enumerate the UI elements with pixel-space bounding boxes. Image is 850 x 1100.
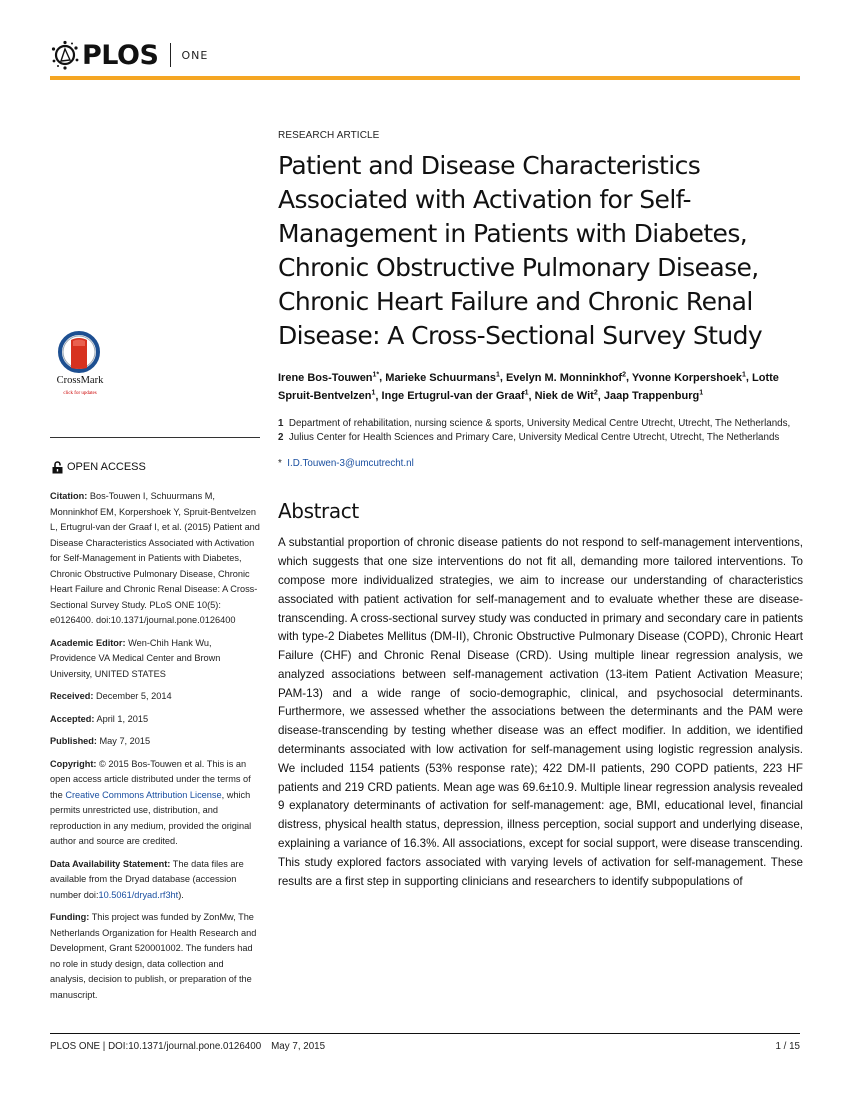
sidebar-divider	[50, 437, 260, 438]
author: Irene Bos-Touwen$^{1*}$	[278, 371, 380, 384]
affiliations	[278, 417, 800, 445]
abstract-heading: Abstract	[278, 499, 359, 524]
footer-divider	[50, 1033, 800, 1034]
author: Inge Ertugrul-van der Graaf$^1$	[381, 389, 529, 403]
author: Yvonne Korpershoek$^1$	[631, 371, 746, 384]
funding: Funding: This project was funded by ZonMw, The Netherlands Organization for Health Research and Development, Grant 520001002. The funders had no role in study design, data collection and analysis, decision to publish, or preparation of the manuscript.	[50, 912, 257, 1000]
affiliation-number: 2	[278, 432, 284, 444]
article-title: Patient and Disease Characteristics Associated with Activation for Self-Management in Patients with Diabetes, Chronic Obstructive Pulmonary Disease, Chronic Heart Failure and Chronic Renal Disease: A Cross-Sectional Survey Study	[278, 151, 763, 350]
footer-citation	[50, 1041, 325, 1052]
logo-divider	[170, 43, 171, 67]
author-affiliation-marker: 1	[495, 371, 500, 378]
received-date: Received: December 5, 2014	[50, 691, 172, 701]
copyright: Copyright: © 2015 Bos-Touwen et al. This is an open access article distributed under the terms of the Creative Commons Attribution License, which permits unrestricted use, distribution, and reproduction in any medium, provided the original author and source are credited.	[50, 758, 252, 846]
abstract-text: A substantial proportion of chronic disease patients do not respond to self-management interventions, which suggests that one size interventions do not fit all, demanding more tailored interventions. To compose more individualized strategies, we aim to increase our understanding of characteristics associated with patient activation for self-management and to evaluate whether these are disease-transcending. A cross-sectional survey study was conducted in primary and secondary care in patients with type-2 Diabetes Mellitus (DM-II), Chronic Obstructive Pulmonary Disease (COPD), Chronic Heart Failure (CHF) and Chronic Renal Disease (CRD). Using multiple linear regression analysis, we analyzed associations between self-management activation (13-item Patient Activation Measure; PAM-13) and a wide range of socio-demographic, clinical, and psychosocial determinants. Furthermore, we assessed whether the associations between the determinants and the PAM were disease-transcending by testing whether disease was an effect modifier. In addition, we identified determinants associated with low activation for self-management using logistic regression analysis. We included 1154 patients (53% response rate); 422 DM-II patients, 290 COPD patients, 223 HF patients and 219 CRD patients. Mean age was 69.6±10.9. Multiple linear regression analysis revealed 9 explanatory determinants of activation for self-management: age, BMI, educational level, financial distress, physical health status, depression, illness perception, social support and underlying disease, explaining a variance of 16.3%. All associations, except for social support, were disease transcending. This study explored factors associated with varying levels of activation for self-management. These results are a first step in supporting clinicians and researchers to identify subpopulations of	[278, 536, 803, 888]
author-affiliation-marker: 1	[741, 371, 746, 378]
footer-date: May 7, 2015	[271, 1041, 326, 1052]
affiliation-text: Department of rehabilitation, nursing science & sports, University Medical Centre Utrecht, Utrecht, The Netherlands,	[283, 418, 791, 430]
open-access-label: OPEN ACCESS	[67, 461, 146, 473]
academic-editor: Academic Editor: Wen-Chih Hank Wu, Providence VA Medical Center and Brown University, UNITED STATES	[50, 637, 221, 679]
author-affiliation-marker: 1	[524, 389, 529, 397]
author: Lotte Spruit-Bentvelzen$^1$	[278, 371, 779, 403]
accepted-date: Accepted: April 1, 2015	[50, 713, 149, 724]
open-lock-icon	[52, 461, 63, 474]
author-list: Irene Bos-Touwen$^{1*}$, Marieke Schuurmans$^1$, Evelyn M. Monninkhof$^2$, Yvonne Korpershoek$^1$, Lotte Spruit-Bentvelzen$^1$, Inge Ertugrul-van der Graaf$^1$, Niek de Wit$^2$, Jaap Trappenburg$^1$	[278, 371, 779, 403]
logo-journal: ONE	[181, 48, 209, 62]
corresponding-marker: *	[278, 458, 282, 470]
author-affiliation-marker: 1	[371, 389, 376, 397]
open-access-badge	[52, 460, 146, 476]
crossmark-label: CrossMark	[56, 375, 104, 386]
crossmark-badge[interactable]	[50, 330, 110, 400]
crossmark-sublabel: click for updates	[63, 391, 97, 396]
author: Niek de Wit$^2$	[534, 389, 598, 403]
logo-brand: PLOS	[82, 39, 159, 71]
published-date: Published: May 7, 2015	[50, 736, 151, 746]
author-affiliation-marker: 2	[622, 371, 626, 378]
dryad-doi-link[interactable]: 10.5061/dryad.rf3ht	[98, 889, 179, 900]
article-metadata	[50, 489, 260, 1010]
author-affiliation-marker: 1*	[372, 371, 380, 378]
corresponding-email-link[interactable]: I.D.Touwen-3@umcutrecht.nl	[287, 458, 414, 470]
author: Marieke Schuurmans$^1$	[385, 371, 500, 384]
page-number: 1 / 15	[775, 1041, 800, 1052]
affiliation-number: 1	[278, 418, 284, 430]
author: Evelyn M. Monninkhof$^2$	[505, 371, 626, 384]
plos-one-logo	[50, 38, 208, 72]
author-affiliation-marker: 1	[699, 389, 704, 397]
author: Jaap Trappenburg$^1$	[603, 389, 704, 403]
corresponding-author	[278, 458, 800, 469]
citation: Citation: Bos-Touwen I, Schuurmans M, Monninkhof EM, Korpershoek Y, Spruit-Bentvelzen L, Ertugrul-van der Graaf I, et al. (2015) Patient and Disease Characteristics Associated with Activation for Self-Management in Patients with Diabetes, Chronic Obstructive Pulmonary Disease, Chronic Heart Failure and Chronic Renal Disease: A Cross-Sectional Survey Study. PLoS ONE 10(5): e0126400. doi:10.1371/journal.pone.0126400	[50, 491, 260, 625]
article-main	[278, 130, 803, 891]
article-type: RESEARCH ARTICLE	[278, 130, 380, 141]
crossmark-icon	[50, 330, 110, 374]
affiliation-text: Julius Center for Health Sciences and Primary Care, University Medical Centre Utrecht, Utrecht, The Netherlands	[283, 432, 780, 444]
footer-journal-doi: PLOS ONE | DOI:10.1371/journal.pone.0126400	[50, 1041, 262, 1052]
author-affiliation-marker: 2	[593, 389, 598, 397]
data-availability: Data Availability Statement: The data files are available from the Dryad database (accession number doi:10.5061/dryad.rf3ht).	[50, 858, 244, 900]
cc-license-link[interactable]: Creative Commons Attribution License	[65, 789, 222, 800]
header-accent-bar	[50, 76, 800, 80]
plos-globe-icon	[50, 40, 80, 70]
